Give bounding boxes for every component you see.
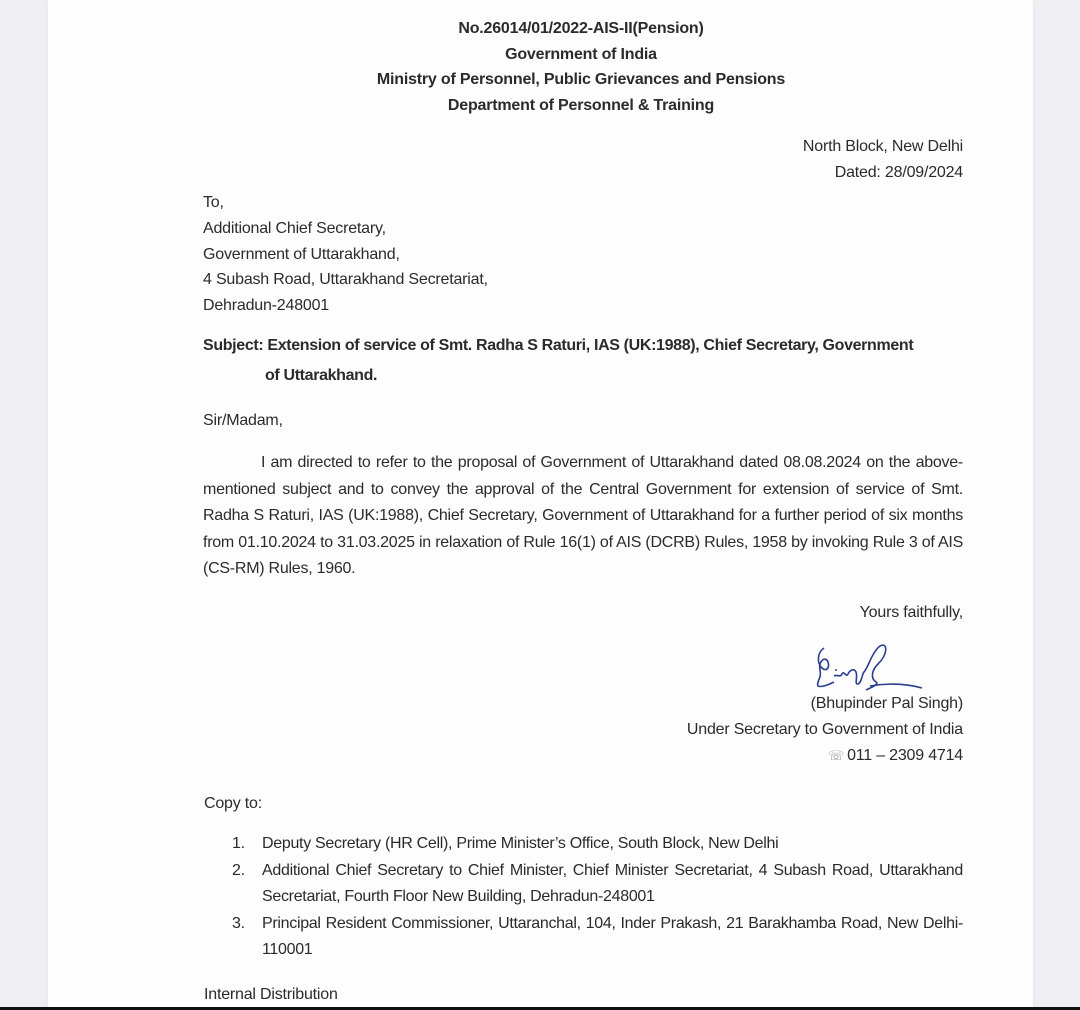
file-number: No.26014/01/2022-AIS-II(Pension) — [458, 20, 704, 37]
signatory-designation: Under Secretary to Government of India — [686, 721, 963, 738]
date: Dated: 28/09/2024 — [834, 164, 963, 181]
government-heading: Government of India — [505, 46, 657, 63]
addressee-line: 4 Subash Road, Uttarakhand Secretariat, — [203, 271, 488, 288]
copy-to-item-text: Additional Chief Secretary to Chief Minister, Chief Minister Secretariat, 4 Subash Road, Uttarakhand Secretariat, Fourth Floor New Building, Dehradun-248001 — [262, 861, 963, 905]
valediction: Yours faithfully, — [859, 604, 963, 621]
copy-to-item-text: Deputy Secretary (HR Cell), Prime Minister’s Office, South Block, New Delhi — [262, 835, 779, 852]
place: North Block, New Delhi — [802, 138, 963, 155]
to-label: To, — [203, 194, 224, 211]
signatory-phone-line — [828, 746, 963, 766]
copy-to-item-text: Principal Resident Commissioner, Uttaranchal, 104, Inder Prakash, 21 Barakhamba Road, New Delhi-110001 — [262, 914, 963, 958]
signature — [810, 638, 930, 694]
signatory-phone: 011 – 2309 4714 — [847, 747, 963, 764]
ministry-heading: Ministry of Personnel, Public Grievances and Pensions — [376, 71, 786, 88]
subject-line-1: Subject: Extension of service of Smt. Radha S Raturi, IAS (UK:1988), Chief Secretary, Government — [203, 337, 914, 354]
subject — [203, 331, 968, 391]
copy-to-list — [232, 831, 963, 964]
subject-line-2: of Uttarakhand. — [265, 367, 378, 384]
addressee-line: Dehradun-248001 — [203, 297, 329, 314]
addressee-line: Additional Chief Secretary, — [203, 220, 386, 237]
body-paragraph — [203, 450, 963, 583]
body-text: I am directed to refer to the proposal of Government of Uttarakhand dated 08.08.2024 on the above-mentioned subject and to convey the approval of the Central Government for extension of service of Smt. Radha S Raturi, IAS (UK:1988), Chief Secretary, Government of Uttarakhand for a further period of six months from 01.10.2024 to 31.03.2025 in relaxation of Rule 16(1) of AIS (DCRB) Rules, 1958 by invoking Rule 3 of AIS (CS-RM) Rules, 1960. — [203, 454, 963, 577]
copy-to-heading: Copy to: — [204, 795, 262, 812]
telephone-icon: ☏ — [828, 748, 845, 763]
copy-to-item — [232, 858, 963, 911]
copy-to-item-number: 2. — [232, 861, 245, 879]
copy-to-item — [232, 911, 963, 964]
salutation: Sir/Madam, — [203, 412, 283, 429]
department-heading: Department of Personnel & Training — [447, 97, 715, 114]
signatory-name: (Bhupinder Pal Singh) — [810, 695, 963, 712]
copy-to-item-number: 1. — [232, 835, 245, 852]
copy-to-item — [232, 831, 963, 858]
internal-distribution-heading: Internal Distribution — [204, 986, 338, 1003]
copy-to-item-number: 3. — [232, 914, 245, 932]
addressee-line: Government of Uttarakhand, — [203, 246, 400, 263]
